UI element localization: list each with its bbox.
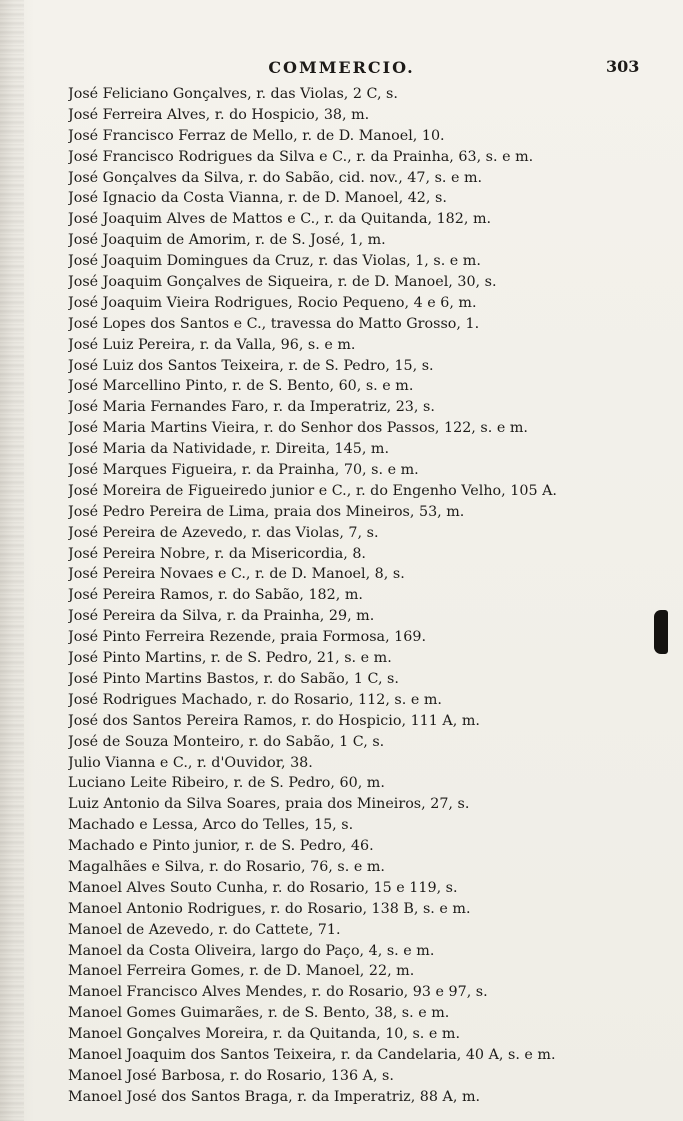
directory-entry: Luiz Antonio da Silva Soares, praia dos Mineiros, 27, s. xyxy=(68,796,470,813)
directory-entry: Manoel Francisco Alves Mendes, r. do Rosario, 93 e 97, s. xyxy=(68,984,488,1001)
directory-entry: José de Souza Monteiro, r. do Sabão, 1 C, s. xyxy=(68,733,385,750)
directory-entry: José Pedro Pereira de Lima, praia dos Mineiros, 53, m. xyxy=(68,503,465,520)
directory-entry: José Pereira da Silva, r. da Prainha, 29, m. xyxy=(68,608,375,625)
page-title: COMMERCIO. xyxy=(268,58,415,77)
directory-entry: José dos Santos Pereira Ramos, r. do Hospicio, 111 A, m. xyxy=(68,712,480,729)
directory-entry: José Pereira Ramos, r. do Sabão, 182, m. xyxy=(68,587,363,604)
directory-entry: Manoel José Barbosa, r. do Rosario, 136 A, s. xyxy=(68,1067,394,1084)
directory-entry: Manoel José dos Santos Braga, r. da Imperatriz, 88 A, m. xyxy=(68,1088,481,1105)
directory-entry: José Francisco Ferraz de Mello, r. de D. Manoel, 10. xyxy=(68,127,445,144)
directory-entry: José Joaquim de Amorim, r. de S. José, 1, m. xyxy=(68,232,386,249)
directory-entry: Magalhães e Silva, r. do Rosario, 76, s. e m. xyxy=(68,858,385,875)
directory-entry: José Rodrigues Machado, r. do Rosario, 112, s. e m. xyxy=(68,691,442,708)
directory-entry: José Marques Figueira, r. da Prainha, 70, s. e m. xyxy=(68,462,419,479)
directory-entry: José Francisco Rodrigues da Silva e C., r. da Prainha, 63, s. e m. xyxy=(68,148,534,165)
directory-entry: Machado e Pinto junior, r. de S. Pedro, 46. xyxy=(68,838,374,855)
directory-entry: José Pereira Nobre, r. da Misericordia, 8. xyxy=(68,545,366,562)
directory-entry: Luciano Leite Ribeiro, r. de S. Pedro, 60, m. xyxy=(68,775,385,792)
directory-entry: José Luiz Pereira, r. da Valla, 96, s. e m. xyxy=(68,336,356,353)
directory-entry: Manoel Gomes Guimarães, r. de S. Bento, 38, s. e m. xyxy=(68,1005,450,1022)
directory-entry: José Luiz dos Santos Teixeira, r. de S. Pedro, 15, s. xyxy=(68,357,434,374)
directory-entry: José Joaquim Alves de Mattos e C., r. da Quitanda, 182, m. xyxy=(68,211,492,228)
directory-entry: José Ignacio da Costa Vianna, r. de D. Manoel, 42, s. xyxy=(68,190,447,207)
directory-list xyxy=(68,84,668,1108)
directory-entry: José Pinto Martins, r. de S. Pedro, 21, s. e m. xyxy=(68,650,392,667)
directory-entry: Manoel Joaquim dos Santos Teixeira, r. da Candelaria, 40 A, s. e m. xyxy=(68,1046,556,1063)
directory-entry: José Joaquim Vieira Rodrigues, Rocio Pequeno, 4 e 6, m. xyxy=(68,294,477,311)
directory-entry: José Pinto Ferreira Rezende, praia Formosa, 169. xyxy=(68,629,426,646)
directory-entry: José Joaquim Domingues da Cruz, r. das Violas, 1, s. e m. xyxy=(68,253,481,270)
directory-entry: José Pereira Novaes e C., r. de D. Manoel, 8, s. xyxy=(68,566,405,583)
directory-entry: Manoel da Costa Oliveira, largo do Paço, 4, s. e m. xyxy=(68,942,435,959)
page-number: 303 xyxy=(606,57,640,76)
directory-entry: Machado e Lessa, Arco do Telles, 15, s. xyxy=(68,817,354,834)
directory-entry: José Maria da Natividade, r. Direita, 145, m. xyxy=(68,441,390,458)
directory-entry: José Maria Fernandes Faro, r. da Imperatriz, 23, s. xyxy=(68,399,435,416)
directory-entry: José Pinto Martins Bastos, r. do Sabão, 1 C, s. xyxy=(68,670,399,687)
directory-entry: Manoel de Azevedo, r. do Cattete, 71. xyxy=(68,921,341,938)
directory-entry: José Maria Martins Vieira, r. do Senhor dos Passos, 122, s. e m. xyxy=(68,420,528,437)
directory-entry: Julio Vianna e C., r. d'Ouvidor, 38. xyxy=(68,754,313,771)
directory-entry: Manoel Gonçalves Moreira, r. da Quitanda, 10, s. e m. xyxy=(68,1026,461,1043)
directory-entry: Manoel Alves Souto Cunha, r. do Rosario, 15 e 119, s. xyxy=(68,879,458,896)
directory-entry: Manoel Antonio Rodrigues, r. do Rosario, 138 B, s. e m. xyxy=(68,900,471,917)
directory-entry: José Moreira de Figueiredo junior e C., r. do Engenho Velho, 105 A. xyxy=(68,482,557,499)
directory-entry: José Ferreira Alves, r. do Hospicio, 38, m. xyxy=(68,106,370,123)
ink-blot-mark xyxy=(654,610,668,654)
directory-entry: José Pereira de Azevedo, r. das Violas, 7, s. xyxy=(68,524,379,541)
directory-entry: José Marcellino Pinto, r. de S. Bento, 60, s. e m. xyxy=(68,378,414,395)
directory-entry: José Feliciano Gonçalves, r. das Violas, 2 C, s. xyxy=(68,86,398,102)
directory-entry: Manoel Ferreira Gomes, r. de D. Manoel, 22, m. xyxy=(68,963,415,980)
binding-gutter xyxy=(0,0,24,1121)
directory-entry: José Joaquim Gonçalves de Siqueira, r. de D. Manoel, 30, s. xyxy=(68,274,497,291)
directory-entry: José Gonçalves da Silva, r. do Sabão, cid. nov., 47, s. e m. xyxy=(68,169,483,186)
directory-entry: José Lopes dos Santos e C., travessa do Matto Grosso, 1. xyxy=(68,315,480,332)
